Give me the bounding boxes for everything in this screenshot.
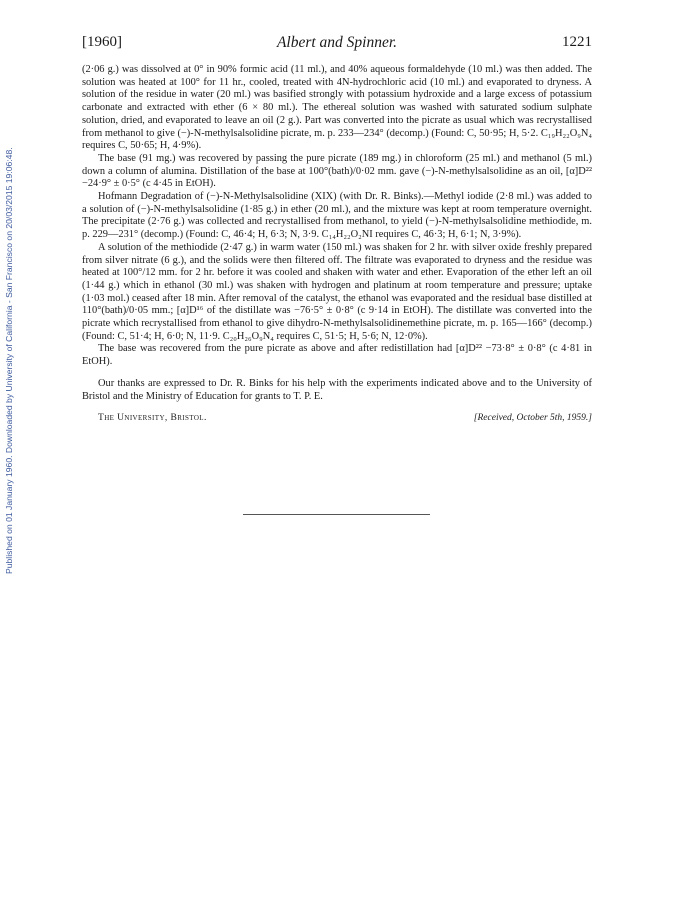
paragraph: The base (91 mg.) was recovered by passing the pure picrate (189 mg.) in chloroform (25 ml.) and methanol (5 ml.) down a column of alumina. Distillation of the base at 100°(bath)/0·02 mm. gave (−)-N-methylsalsolidine as an oil, [α]D²² −24·9° ± 0·5° (c 4·45 in EtOH). <box>82 152 592 190</box>
end-rule <box>243 514 430 515</box>
paragraph: The base was recovered from the pure picrate as above and after redistillation had [α]D²² −73·8° ± 0·8° (c 4·81 in EtOH). <box>82 343 592 368</box>
received-date: [Received, October 5th, 1959.] <box>473 413 592 424</box>
paragraph: (2·06 g.) was dissolved at 0° in 90% formic acid (11 ml.), and 40% aqueous formaldehyde (10 ml.) was then added. The solution was heated at 100° for 11 hr., cooled, treated with 4N-hydrochloric acid (10 ml.) and evaporated to dryness. A solution of the residue in water (20 ml.) was basified strongly with potassium hydroxide and a large excess of potassium carbonate and extracted with ether (6 × 80 ml.). The ethereal solution was washed with saturated sodium sulphate solution, dried, and evaporated to leave an oil (2 g.). Part was converted into the picrate as usual which was recrystallised from methanol to give (−)-N-methylsalsolidine picrate, m. p. 233—234° (decomp.) (Found: C, 50·95; H, 5·2. C₁₉H₂₂O₉N₄ requires C, 50·65; H, 4·9%). <box>82 64 592 152</box>
running-title: Albert and Spinner. <box>276 34 398 51</box>
page-number: 1221 <box>562 34 592 50</box>
article-body <box>82 64 592 426</box>
running-header <box>82 34 592 56</box>
address-line <box>82 412 592 426</box>
institution-address: The University, Bristol. <box>98 413 207 424</box>
journal-year: [1960] <box>82 34 122 50</box>
paragraph: A solution of the methiodide (2·47 g.) in warm water (150 ml.) was shaken for 2 hr. with silver oxide freshly prepared from silver nitrate (6 g.), and the solids were then filtered off. The filtrate was evaporated to dryness and the residue was heated at 100°/12 mm. for 2 hr. before it was cooled and shaken with water and ether. Evaporation of the ether left an oil (1·44 g.) which in ethanol (30 ml.) was shaken with hydrogen and platinum at room temperature and pressure; uptake (1·03 mol.) ceased after 18 min. After removal of the catalyst, the ethanol was evaporated and the residual base distilled at 110°(bath)/0·05 mm.; [α]D¹⁶ of the distillate was −76·5° ± 0·8° (c 9·14 in EtOH). The distillate was converted into the picrate which recrystallised from ethanol to give dihydro-N-methylsalsolidinemethine picrate, m. p. 165—166° (decomp.) (Found: C, 51·4; H, 6·0; N, 11·9. C₂₀H₂₆O₉N₄ requires C, 51·5; H, 5·6; N, 12·0%). <box>82 241 592 342</box>
publication-stamp: Published on 01 January 1960. Downloaded by University of California - San Francisco on 20/03/2015 19:06:48. <box>4 147 14 574</box>
acknowledgement: Our thanks are expressed to Dr. R. Binks for his help with the experiments indicated above and to the University of Bristol and the Ministry of Education for grants to T. P. E. <box>82 377 592 402</box>
paragraph: Hofmann Degradation of (−)-N-Methylsalsolidine (XIX) (with Dr. R. Binks).—Methyl iodide (2·8 ml.) was added to a solution of (−)-N-methylsalsolidine (1·85 g.) in ether (20 ml.), and the mixture was kept at room temperature overnight. The precipitate (2·76 g.) was collected and recrystallised from methanol, to yield (−)-N-methylsalsolidine methiodide, m. p. 229—231° (decomp.) (Found: C, 46·4; H, 6·3; N, 3·9. C₁₄H₂₂O₂NI requires C, 46·3; H, 6·1; N, 3·9%). <box>82 191 592 241</box>
